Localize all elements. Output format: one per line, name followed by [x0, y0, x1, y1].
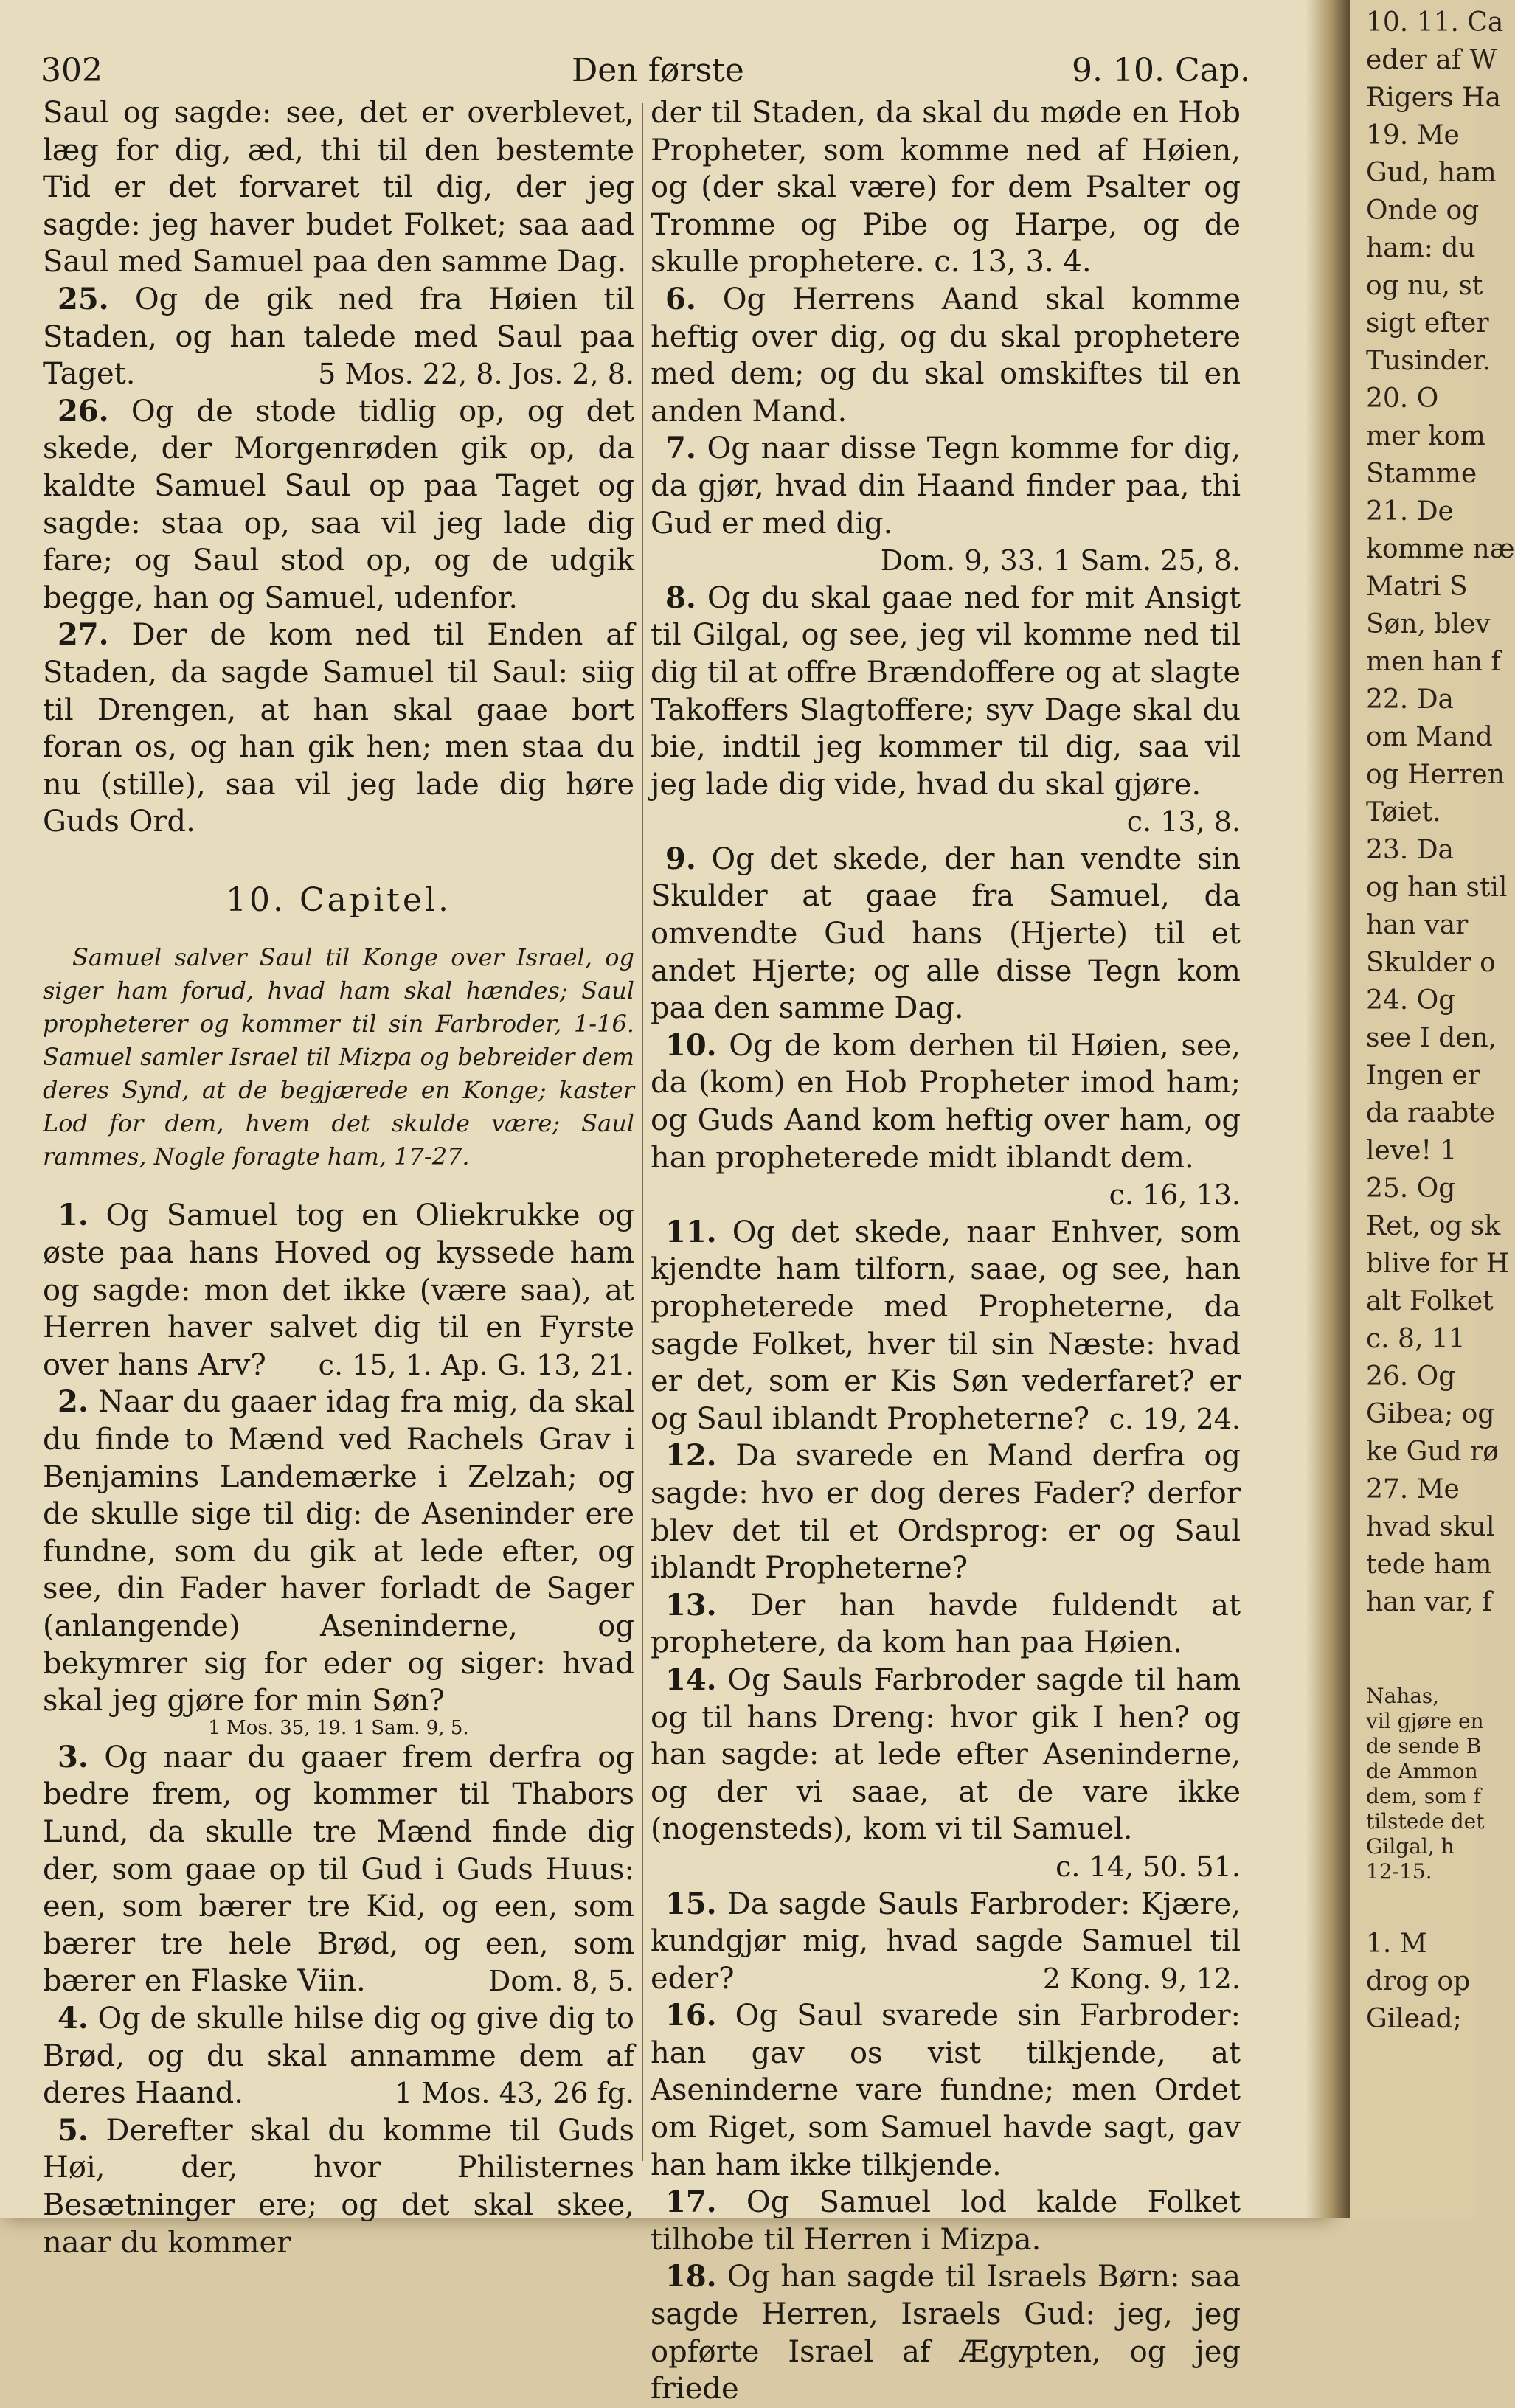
facing-page-fragment: ham: du [1366, 233, 1476, 263]
facing-page-fragment: han var [1366, 910, 1469, 940]
facing-page-fragment: c. 8, 11 [1366, 1324, 1466, 1354]
facing-page-fragment: Nahas, [1366, 1684, 1440, 1708]
verse-1: 1. Og Samuel tog en Oliekrukke og øste paa hans Hoved og kyssede ham og sagde: mon det ikke (være saa), at Herren haver salvet dig til en Fyrste over hans Arv? c. 15, 1. Ap. G. 13, 21. [43, 1197, 634, 1384]
facing-page-fragment: de sende B [1366, 1734, 1482, 1758]
facing-page-fragment: ke Gud rø [1366, 1437, 1499, 1467]
facing-page-fragment: 21. De [1366, 496, 1454, 527]
facing-page-fragment: 27. Me [1366, 1474, 1460, 1505]
continued-text: der til Staden, da skal du møde en Hob Propheter, som komme ned af Høien, og (der skal være) for dem Psalter og Tromme og Pibe og Harpe, og de skulle prophetere. c. 13, 3. 4. [651, 96, 1241, 280]
facing-page-fragment: mer kom [1366, 421, 1485, 451]
facing-page-fragment: da raabte [1366, 1098, 1495, 1128]
verse-18: 18. Og han sagde til Israels Børn: saa sagde Herren, Israels Gud: jeg, jeg opførte Israel af Ægypten, og jeg friede [651, 2259, 1241, 2407]
facing-page-fragment: 22. Da [1366, 684, 1455, 715]
facing-page-fragment: 12-15. [1366, 1859, 1432, 1884]
facing-page-fragment: Gilead; [1366, 2004, 1462, 2034]
facing-page-fragment: see I den, [1366, 1023, 1497, 1053]
page-header [41, 52, 1250, 96]
verse-8: 8. Og du skal gaae ned for mit Ansigt til Gilgal, og see, jeg vil komme ned til dig til at offre Brændoffere og at slagte Takoffers Slagtoffere; syv Dage skal du bie, indtil jeg kommer til dig, saa vil jeg lade dig vide, hvad du skal gjøre. c. 13, 8. [651, 580, 1241, 804]
facing-page-fragment: 20. O [1366, 384, 1439, 414]
verse-7: 7. Og naar disse Tegn komme for dig, da gjør, hvad din Haand finder paa, thi Gud er med dig. Dom. 9, 33. 1 Sam. 25, 8. [651, 430, 1241, 542]
right-column [651, 94, 1241, 2407]
cross-reference: c. 14, 50. 51. [1055, 1850, 1241, 1883]
facing-page-fragment: Søn, blev [1366, 609, 1491, 639]
facing-page-fragment: og han stil [1366, 872, 1508, 903]
facing-page-fragment: alt Folket [1366, 1286, 1494, 1316]
facing-page-fragment: Stamme [1366, 459, 1477, 489]
facing-page-fragment: eder af W [1366, 45, 1497, 75]
facing-page-fragment: 23. Da [1366, 835, 1455, 865]
cross-reference: c. 15, 1. Ap. G. 13, 21. [318, 1348, 634, 1381]
continued-text: Saul og sagde: see, det er overblevet, læg for dig, æd, thi til den bestemte Tid er det forvaret til dig, der jeg sagde: jeg haver budet Folket; saa aad Saul med Samuel paa den samme Dag. [43, 96, 634, 280]
verse-14: 14. Og Sauls Farbroder sagde til ham og til hans Dreng: hvor gik I hen? og han sagde: at lede efter Aseninderne, og der vi saae, at de vare ikke (nogensteds), kom vi til Samuel. c. 14, 50. 51. [651, 1662, 1241, 1848]
facing-page-edge [1350, 0, 1515, 2218]
facing-page-fragment: Tusinder. [1366, 346, 1491, 376]
facing-page-fragment: og nu, st [1366, 271, 1483, 301]
facing-page-fragment: Onde og [1366, 195, 1480, 226]
verse-9: 9. Og det skede, der han vendte sin Skulder at gaae fra Samuel, da omvendte Gud hans (Hjerte) til et andet Hjerte; og alle disse Tegn kom paa den samme Dag. [651, 841, 1241, 1026]
verse-16: 16. Og Saul svarede sin Farbroder: han gav os vist tilkjende, at Aseninderne vare fundne; men Ordet om Riget, som Samuel havde sagt, gav han ham ikke tilkjende. [651, 1998, 1241, 2182]
cross-reference: c. 19, 24. [1109, 1402, 1241, 1435]
facing-page-fragment: drog op [1366, 1966, 1471, 1996]
cross-reference: Dom. 9, 33. 1 Sam. 25, 8. [880, 544, 1241, 577]
cross-reference: Dom. 8, 5. [488, 1965, 634, 1998]
cross-reference: c. 13, 8. [1126, 805, 1241, 839]
facing-page-fragment: Ret, og sk [1366, 1211, 1501, 1241]
cross-reference: 2 Kong. 9, 12. [1042, 1962, 1241, 1995]
verse-6: 6. Og Herrens Aand skal komme heftig over dig, og du skal prophetere med dem; og du skal omskiftes til en anden Mand. [651, 281, 1241, 428]
facing-page-fragment: leve! 1 [1366, 1136, 1457, 1166]
verse-13: 13. Der han havde fuldendt at prophetere, da kom han paa Høien. [651, 1587, 1241, 1660]
cross-reference: 1 Mos. 43, 26 fg. [394, 2077, 634, 2110]
facing-page-fragment: Gud, ham [1366, 158, 1497, 188]
verse-26: 26. Og de stode tidlig op, og det skede, der Morgenrøden gik op, da kaldte Samuel Saul op paa Taget og sagde: staa op, saa vil jeg lade dig fare; og Saul stod op, og de udgik begge, han og Samuel, udenfor. [43, 393, 635, 615]
facing-page-fragment: men han f [1366, 647, 1501, 677]
facing-page-fragment: dem, som f [1366, 1784, 1481, 1808]
facing-page-fragment: 10. 11. Ca [1366, 7, 1504, 38]
facing-page-fragment: tede ham [1366, 1550, 1492, 1580]
facing-page-fragment: Matri S [1366, 572, 1468, 602]
facing-page-fragment: blive for H [1366, 1249, 1510, 1279]
facing-page-fragment: 25. Og [1366, 1173, 1456, 1204]
cross-reference: c. 13, 3. 4. [934, 245, 1092, 280]
verse-15: 15. Da sagde Sauls Farbroder: Kjære, kundgjør mig, hvad sagde Samuel til eder? 2 Kong. 9, 12. [651, 1886, 1241, 1998]
verse-12: 12. Da svarede en Mand derfra og sagde: hvo er dog deres Fader? derfor blev det til et Ordsprog: er og Saul iblandt Propheterne? [651, 1438, 1241, 1586]
facing-page-fragment: Gilgal, h [1366, 1834, 1455, 1859]
facing-page-fragment: sigt efter [1366, 308, 1489, 339]
verse-27: 27. Der de kom ned til Enden af Staden, da sagde Samuel til Saul: siig til Drengen, at han skal gaae bort foran os, og han gik hen; men staa du nu (stille), saa vil jeg lade dig høre Guds Ord. [43, 617, 634, 839]
verse-3: 3. Og naar du gaaer frem derfra og bedre frem, og kommer til Thabors Lund, da skulle tre Mænd finde dig der, som gaae op til Gud i Guds Huus: een, som bærer tre Kid, og een, som bærer tre hele Brød, og een, som bærer en Flaske Viin. Dom. 8, 5. [43, 1739, 634, 2000]
footnote-reference: 1 Mos. 35, 19. 1 Sam. 9, 5. [208, 1716, 469, 1739]
cross-reference: c. 16, 13. [1109, 1179, 1241, 1212]
chapter-range: 9. 10. Cap. [1072, 52, 1250, 89]
facing-page-fragment: 26. Og [1366, 1361, 1456, 1392]
verse-10: 10. Og de kom derhen til Høien, see, da (kom) en Hob Propheter imod ham; og Guds Aand kom heftig over ham, og han propheterede midt iblandt dem. c. 16, 13. [651, 1027, 1241, 1176]
facing-page-fragment: han var, f [1366, 1587, 1492, 1617]
facing-page-fragment: Skulder o [1366, 948, 1496, 978]
verse-17: 17. Og Samuel lod kalde Folket tilhobe til Herren i Mizpa. [651, 2185, 1241, 2257]
facing-page-fragment: hvad skul [1366, 1512, 1495, 1542]
page-number: 302 [41, 52, 103, 89]
facing-page-fragment: tilstede det [1366, 1809, 1485, 1833]
facing-page-fragment: om Mand [1366, 722, 1493, 752]
right-verse-list [651, 281, 1241, 2408]
verse-4: 4. Og de skulle hilse dig og give dig to Brød, og du skal annamme dem af deres Haand. 1 Mos. 43, 26 fg. [43, 2000, 634, 2112]
facing-page-fragment: 24. Og [1366, 985, 1456, 1016]
facing-page-fragment: Rigers Ha [1366, 83, 1501, 113]
facing-page-fragment: de Ammon [1366, 1759, 1478, 1783]
verse-11: 11. Og det skede, naar Enhver, som kjendte ham tilforn, saae, og see, han propheterede med Propheterne, da sagde Folket, hver til sin Næste: hvad er det, som er Kis Søn vederfaret? er og Saul iblandt Propheterne? c. 19, 24. [651, 1214, 1241, 1438]
facing-page-fragment: Tøiet. [1366, 797, 1441, 827]
chapter-summary: Samuel salver Saul til Konge over Israel, og siger ham forud, hvad ham skal hændes; Saul propheterer og kommer til sin Farbroder, 1-16. Samuel samler Israel til Mizpa og bebreider dem deres Synd, at de begjærede en Konge; kaster Lod for dem, hvem det skulde være; Saul rammes, Nogle foragte ham, 17-27. [43, 943, 634, 1171]
column-divider [642, 103, 643, 2161]
running-title: Den første [572, 52, 744, 89]
left-column [43, 94, 635, 2260]
cross-reference: 5 Mos. 22, 8. Jos. 2, 8. [318, 358, 634, 391]
chapter-heading: 10. Capitel. [226, 881, 451, 919]
facing-page-fragment: 19. Me [1366, 120, 1460, 150]
facing-page-fragment: Gibea; og [1366, 1399, 1495, 1429]
facing-page-fragment: og Herren [1366, 760, 1505, 790]
verse-2: 2. Naar du gaaer idag fra mig, da skal du finde to Mænd ved Rachels Grav i Benjamins Landemærke i Zelzah; og de skulle sige til dig: de Aseninder ere fundne, som du gik at lede efter, og see, din Fader haver forladt de Sager (anlangende) Aseninderne, og bekymrer sig for eder og siger: hvad skal jeg gjøre for min Søn? [43, 1384, 635, 1718]
facing-page-fragment: 1. M [1366, 1929, 1427, 1959]
verse-25: 25. Og de gik ned fra Høien til Staden, og han talede med Saul paa Taget. 5 Mos. 22, 8. Jos. 2, 8. [43, 281, 634, 393]
book-gutter [1306, 0, 1350, 2218]
facing-page-fragment: Ingen er [1366, 1061, 1480, 1091]
facing-page-fragment: komme næ [1366, 534, 1515, 564]
verse-5: 5. Derefter skal du komme til Guds Høi, der, hvor Philisternes Besætninger ere; og det skal skee, naar du kommer [43, 2112, 634, 2260]
facing-page-fragment: vil gjøre en [1366, 1709, 1484, 1733]
